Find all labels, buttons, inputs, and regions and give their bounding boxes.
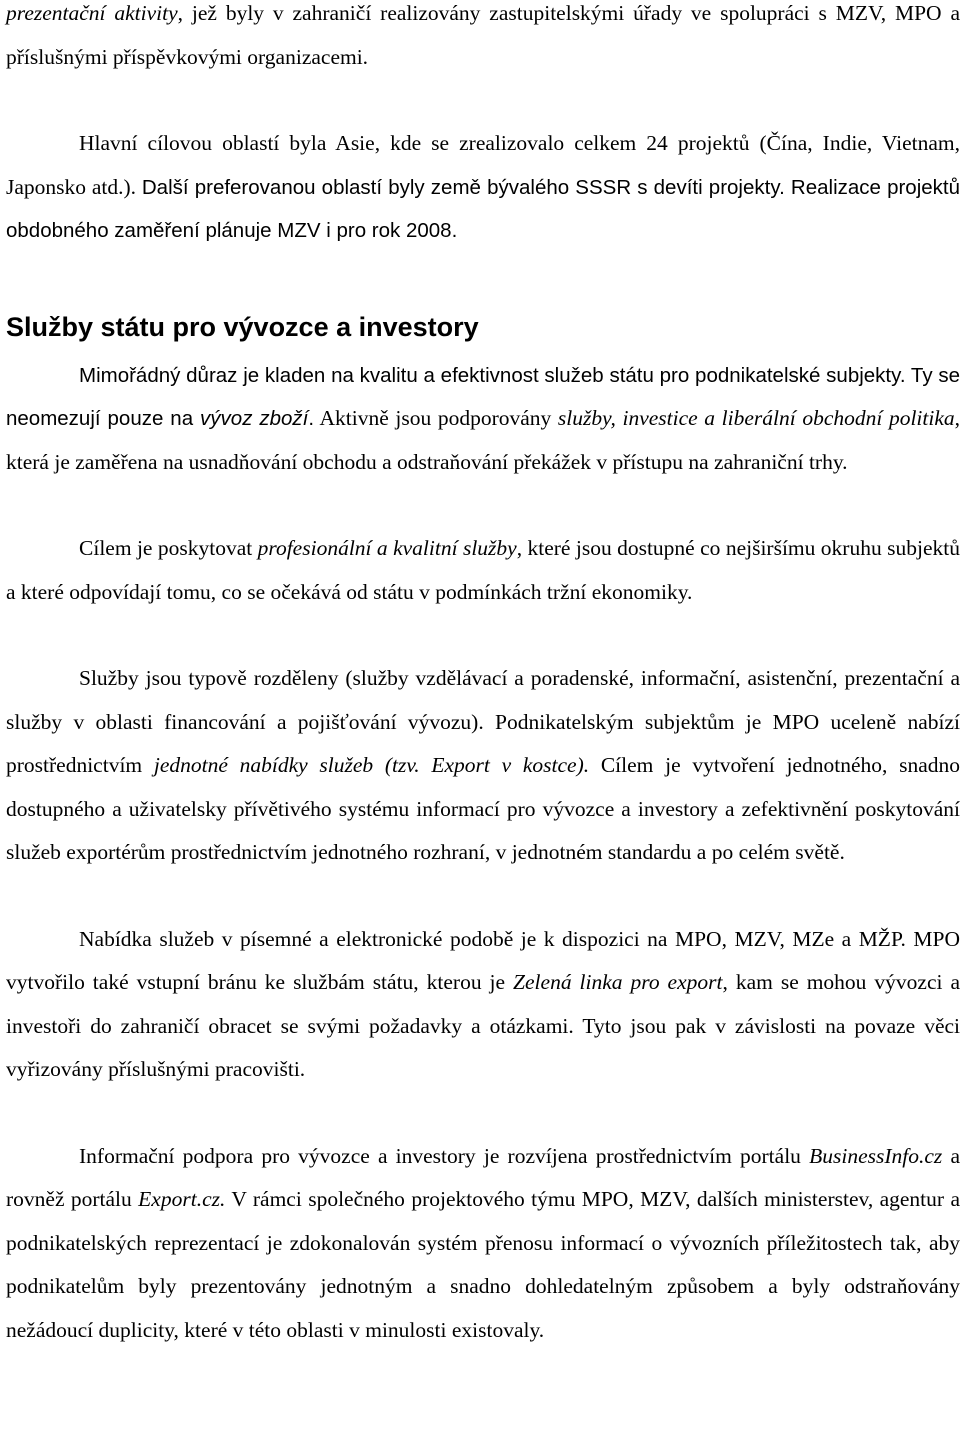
paragraph-prezentacni-aktivity	[6, 0, 960, 79]
paragraph-nabidka-sluzeb	[6, 918, 960, 1092]
paragraph-text: Informační podpora pro vývozce a investory je rozvíjena prostřednictvím portálu	[79, 1143, 810, 1168]
italic-term: služby, investice a liberální obchodní politika	[557, 406, 955, 430]
paragraph-text: Cílem je poskytovat	[79, 536, 258, 560]
paragraph-sluzby-rozdeleny	[6, 657, 960, 875]
paragraph-text: Služby jsou typově rozděleny (služby vzdělávací a poradenské, informační, asistenční, prezentační a služby v oblasti financování a pojišťování vývozu). Podnikatelským subjektům je MPO uceleně nabízí prostřednictvím	[6, 666, 960, 777]
paragraph-mimoradny-duraz	[6, 354, 960, 485]
italic-term: jednotné nabídky služeb (tzv. Export v kostce).	[153, 753, 590, 777]
paragraph-text: V rámci společného projektového týmu MPO, MZV, dalších ministerstev, agentur a podnikatelských reprezentací je zdokonalován systém přenosu informací o vývozních příležitostech tak, aby podnikatelům byly prezentovány jednotným a snadno dohledatelným způsobem a byly odstraňovány nežádoucí duplicity, které v této oblasti v minulosti existovaly.	[6, 1187, 960, 1342]
italic-term: Zelená linka pro export	[513, 970, 723, 994]
italic-term: Export.cz.	[138, 1187, 226, 1211]
paragraph-informacni-podpora	[6, 1135, 960, 1353]
italic-term: profesionální a kvalitní služby	[257, 536, 517, 560]
paragraph-text: a rovněž portálu	[6, 1143, 960, 1211]
paragraph-asie	[6, 122, 960, 253]
paragraph-text: , které jsou dostupné co nejširšímu okruhu subjektů a které odpovídají tomu, co se očekává od státu v podmínkách tržní ekonomiky.	[6, 536, 960, 604]
section-heading: Služby státu pro vývozce a investory	[6, 311, 479, 342]
paragraph-text: Hlavní cílovou oblastí byla Asie, kde se zrealizovalo celkem 24 projektů (Čína, Indie, Vietnam, Japonsko atd.).	[6, 131, 960, 199]
paragraph-text: , jež byly v zahraničí realizovány zastupitelskými úřady ve spolupráci s MZV, MPO a příslušnými příspěvkovými organizacemi.	[6, 1, 960, 69]
italic-term: prezentační aktivity	[6, 1, 178, 25]
italic-term: vývoz zboží	[200, 407, 309, 430]
italic-term: BusinessInfo.cz	[809, 1143, 943, 1168]
paragraph-text: Cílem je vytvoření jednotného, snadno dostupného a uživatelsky přívětivého systému informací pro vývozce a investory a zefektivnění poskytování služeb exportérům prostřednictvím jednotného rozhraní, v jednotném standardu a po celém světě.	[6, 753, 960, 864]
paragraph-text: , kam se mohou vývozci a investoři do zahraničí obracet se svými požadavky a otázkami. Tyto jsou pak v závislosti na povaze věci vyřizovány příslušnými pracovišti.	[6, 970, 960, 1081]
paragraph-text: Nabídka služeb v písemné a elektronické podobě je k dispozici na MPO, MZV, MZe a MŽP. MPO vytvořilo také vstupní bránu ke službám státu, kterou je	[6, 926, 960, 994]
paragraph-text: , která je zaměřena na usnadňování obchodu a odstraňování překážek v přístupu na zahraniční trhy.	[6, 406, 960, 474]
paragraph-text-sans: Další preferovanou oblastí byly země bývalého SSSR s devíti projekty. Realizace projektů obdobného zaměření plánuje MZV i pro rok 2008.	[6, 175, 960, 242]
paragraph-text: Aktivně jsou podporovány	[314, 406, 558, 430]
document-page	[6, 0, 960, 1352]
paragraph-text-sans: .	[308, 407, 315, 430]
paragraph-text-sans: Mimořádný důraz je kladen na kvalitu a efektivnost služeb státu pro podnikatelské subjekty. Ty se neomezují pouze na	[6, 363, 960, 430]
paragraph-cilem	[6, 527, 960, 614]
